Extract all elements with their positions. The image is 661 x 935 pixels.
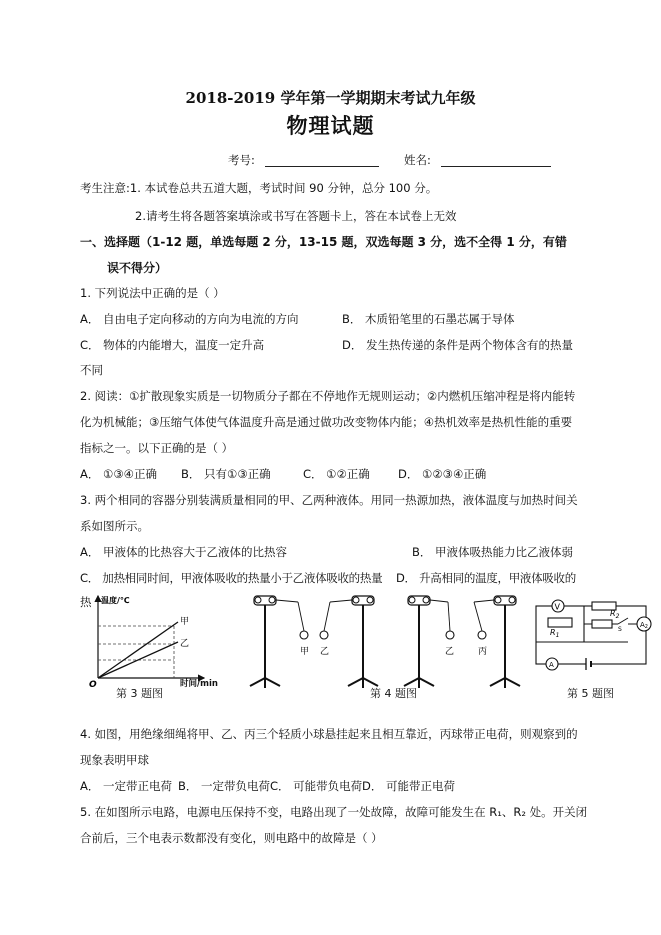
origin-label: O	[89, 680, 97, 690]
q2-option-a: A． ①③④正确	[80, 467, 157, 481]
q1-option-d: D． 发生热传递的条件是两个物体含有的热量	[342, 338, 574, 352]
r1-subscript: 1	[555, 632, 560, 639]
q1-option-c: C． 物体的内能增大，温度一定升高	[80, 338, 265, 352]
resistor-r2	[592, 620, 612, 628]
q3-option-a: A． 甲液体的比热容大于乙液体的比热容	[80, 545, 288, 559]
r1-label	[550, 628, 559, 639]
q4-option-d: D． 可能带正电荷	[362, 779, 456, 793]
q4-option-b: B． 一定带负电荷	[178, 779, 271, 793]
q1-stem: 1. 下列说法中正确的是（ ）	[80, 286, 225, 300]
a2-letter: A	[640, 621, 645, 629]
ball-jia	[300, 631, 308, 639]
q3-option-d-cont: 热	[80, 595, 92, 609]
exam-number-label: 考号:	[228, 153, 255, 167]
stand-2	[320, 596, 378, 688]
q4-option-a: A． 一定带正电荷	[80, 779, 173, 793]
y-axis-label: 温度/℃	[101, 596, 130, 605]
q2-line-3: 指标之一。以下正确的是（ ）	[80, 441, 234, 455]
q4-option-c: C． 可能带负电荷	[270, 779, 363, 793]
ball-bing	[478, 631, 486, 639]
line-jia	[98, 622, 178, 678]
switch	[618, 618, 628, 624]
stand-3	[404, 596, 454, 688]
ball-label-bing: 丙	[478, 647, 488, 657]
name-label: 姓名:	[404, 153, 431, 167]
r2-subscript: 2	[615, 613, 620, 620]
q3-line-2: 系如图所示。	[80, 519, 149, 533]
exam-number-field	[228, 152, 379, 168]
q2-option-d: D． ①②③④正确	[398, 467, 487, 481]
switch-label: S	[618, 626, 622, 633]
resistor-r1	[548, 618, 572, 627]
figure-4-stands	[236, 588, 536, 692]
q2-option-c: C． ①②正确	[303, 467, 370, 481]
q1-option-d-cont: 不同	[80, 363, 103, 377]
q4-line-2: 现象表明甲球	[80, 753, 149, 767]
ball-label-yi: 乙	[320, 647, 330, 657]
exam-title: 2018-2019 学年第一学期期末考试九年级	[185, 89, 476, 107]
subject-title: 物理试题	[286, 113, 375, 138]
figure-4-caption: 第 4 题图	[370, 687, 417, 700]
ball-yi-2	[446, 631, 454, 639]
notice-item-1: 1. 本试卷总共五道大题，考试时间 90 分钟，总分 100 分。	[129, 181, 438, 195]
ball-yi	[320, 631, 328, 639]
label-jia: 甲	[180, 617, 190, 627]
r1-letter: R	[550, 628, 556, 637]
a1-label: A	[549, 661, 554, 669]
q2-line-1: 2. 阅读：①扩散现象实质是一切物质分子都在不停地作无规则运动；②内燃机压缩冲程是将内能转	[80, 389, 576, 403]
stand-1	[250, 596, 308, 688]
notice-label: 考生注意:	[80, 181, 130, 195]
a2-subscript: 2	[644, 624, 648, 630]
notice-line-1	[80, 180, 437, 196]
q2-option-b: B． 只有①③正确	[181, 467, 271, 481]
q5-line-2: 合前后，三个电表示数都没有变化，则电路中的故障是（ ）	[80, 831, 383, 845]
name-blank	[441, 154, 551, 167]
notice-item-2: 2.请考生将各题答案填涂或书写在答题卡上，答在本试卷上无效	[135, 209, 457, 223]
q5-line-1: 5. 在如图所示电路，电源电压保持不变，电路出现了一处故障，故障可能发生在 R₁、R₂ 处。开关闭	[80, 805, 588, 819]
ball-label-jia: 甲	[300, 647, 310, 657]
figure-3-caption: 第 3 题图	[116, 687, 163, 700]
name-field	[404, 152, 551, 168]
q3-option-d: D． 升高相同的温度，甲液体吸收的	[396, 571, 576, 585]
q3-option-b: B． 甲液体吸热能力比乙液体弱	[412, 545, 574, 559]
r2-letter: R	[610, 609, 616, 618]
stand-4	[474, 596, 520, 688]
q3-line-1: 3. 两个相同的容器分别装满质量相同的甲、乙两种液体。用同一热源加热，液体温度与加热时间关	[80, 493, 578, 507]
figure-5-circuit	[532, 596, 656, 674]
section-1-heading-cont: 误不得分）	[107, 261, 168, 275]
label-yi: 乙	[180, 639, 190, 649]
figure-5-caption: 第 5 题图	[567, 687, 614, 700]
q2-line-2: 化为机械能；③压缩气体使气体温度升高是通过做功改变物体内能；④热机效率是热机性能的重要	[80, 415, 573, 429]
q4-line-1: 4. 如图，用绝缘细绳将甲、乙、丙三个轻质小球悬挂起来且相互靠近，丙球带正电荷，则观察到的	[80, 727, 578, 741]
q3-option-c: C． 加热相同时间，甲液体吸收的热量小于乙液体吸收的热量	[80, 571, 383, 585]
section-1-heading: 一、选择题（1-12 题，单选每题 2 分，13-15 题，双选每题 3 分，选不全得 1 分，有错	[80, 235, 567, 249]
voltmeter-label: V	[554, 602, 560, 612]
q1-option-a: A． 自由电子定向移动的方向为电流的方向	[80, 312, 299, 326]
exam-number-blank	[265, 154, 379, 167]
x-axis-label: 时间/min	[180, 679, 218, 689]
ball-label-yi-2: 乙	[445, 647, 455, 657]
q1-option-b: B． 木质铅笔里的石墨芯属于导体	[342, 312, 515, 326]
r2-label	[610, 609, 620, 620]
